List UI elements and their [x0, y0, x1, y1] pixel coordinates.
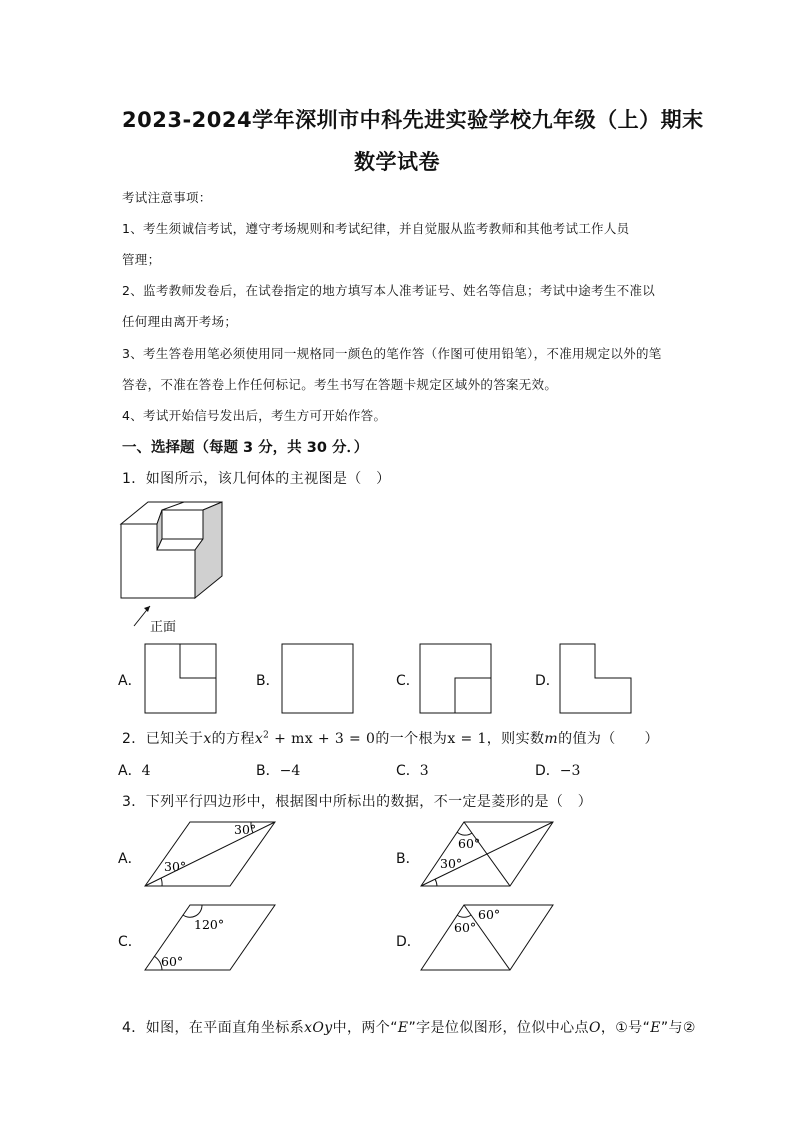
q2-option-b: [256, 760, 300, 780]
q4-text-4: ，①号“: [600, 1020, 651, 1036]
q3-c-angle-bottom: 60°: [161, 954, 184, 969]
q2-option-d-value: −3: [559, 763, 581, 779]
instruction-2a: 2、监考教师发卷后，在试卷指定的地方填写本人准考证号、姓名等信息；考试中途考生不准以: [122, 283, 656, 298]
q3-option-c-figure: [140, 900, 280, 976]
front-arrow-icon: [134, 606, 150, 626]
question-3-stem: 3．下列平行四边形中，根据图中所标出的数据，不一定是菱形的是（ ）: [122, 794, 593, 810]
q2-option-a-value: 4: [141, 763, 151, 779]
instruction-4: 4、考试开始信号发出后，考生方可开始作答。: [122, 408, 387, 423]
q3-d-angle-left: 60°: [454, 920, 477, 935]
question-1-stem: 1．如图所示，该几何体的主视图是（ ）: [122, 471, 391, 487]
q2-option-a: [118, 760, 151, 780]
q2-option-c-label: C．: [396, 763, 420, 779]
section-heading: 一、选择题（每题 3 分，共 30 分．）: [122, 440, 369, 456]
q3-option-d-label: D．: [396, 934, 421, 950]
q2-text-3: 的一个根为: [375, 731, 448, 747]
q3-option-b-figure: [418, 816, 558, 892]
q3-b-angle-top: 60°: [458, 836, 481, 851]
q4-text-1: 4．如图，在平面直角坐标系: [122, 1020, 305, 1036]
question-4-stem: [122, 1017, 696, 1037]
q4-text-3: ”字是位似图形，位似中心点: [408, 1020, 589, 1036]
q2-text-5: 的值为（ ）: [558, 731, 659, 747]
q2-root: x = 1: [447, 731, 487, 747]
q3-option-b-label: B．: [396, 851, 420, 867]
q3-b-angle-bottom: 30°: [440, 856, 463, 871]
q2-option-a-label: A．: [118, 763, 142, 779]
q4-coord: xOy: [304, 1020, 333, 1036]
q2-text-4: ，则实数: [486, 731, 545, 747]
q2-text-2: 的方程: [211, 731, 255, 747]
q3-d-angle-right: 60°: [478, 907, 501, 922]
q3-option-c-label: C．: [118, 934, 142, 950]
q2-text-1: 2．已知关于: [122, 731, 204, 747]
q2-var-m: m: [544, 731, 559, 747]
q2-eq-x: x: [254, 731, 264, 747]
q1-option-c-label: C．: [396, 673, 420, 689]
q1-option-a-figure: [144, 643, 218, 715]
instruction-1a: 1、考生须诚信考试，遵守考场规则和考试纪律，并自觉服从监考教师和其他考试工作人员: [122, 221, 630, 236]
q3-a-angle-bottom: 30°: [164, 859, 187, 874]
front-label: 正面: [150, 620, 177, 635]
q3-option-a-figure: [140, 816, 280, 892]
q4-e2: E: [650, 1020, 661, 1036]
instruction-3a: 3、考生答卷用笔必须使用同一规格同一颜色的笔作答（作图可使用铅笔），不准用规定以外的笔: [122, 346, 662, 361]
q2-eq-sup: 2: [263, 730, 270, 741]
q1-option-b-figure: [281, 643, 355, 715]
q3-c-angle-top: 120°: [194, 917, 225, 932]
q1-option-c-figure: [419, 643, 493, 715]
q1-option-d-label: D．: [535, 673, 560, 689]
q1-option-b-label: B．: [256, 673, 280, 689]
instructions-heading: 考试注意事项：: [122, 190, 212, 205]
page-subtitle: 数学试卷: [354, 150, 440, 174]
question-2-stem: [122, 728, 659, 748]
q3-option-a-label: A．: [118, 851, 142, 867]
q4-text-2: 中，两个“: [332, 1020, 398, 1036]
instruction-1b: 管理；: [122, 252, 161, 267]
q4-e1: E: [397, 1020, 409, 1036]
q1-option-a-label: A．: [118, 673, 142, 689]
instruction-2b: 任何理由离开考场；: [122, 314, 238, 329]
q2-option-b-value: −4: [279, 763, 301, 779]
q4-text-5: ”与②: [660, 1020, 696, 1036]
q2-var-x: x: [203, 731, 212, 747]
q2-option-c-value: 3: [419, 763, 429, 779]
page-title: 2023-2024学年深圳市中科先进实验学校九年级（上）期末: [122, 108, 704, 132]
q2-option-c: [396, 760, 429, 780]
solid-figure: [110, 494, 250, 634]
instruction-3b: 答卷，不准在答卷上作任何标记。考生书写在答题卡规定区域外的答案无效。: [122, 377, 558, 392]
q3-a-angle-top: 30°: [234, 822, 257, 837]
q2-option-b-label: B．: [256, 763, 280, 779]
q2-eq-rest: + mx + 3 = 0: [269, 731, 376, 747]
q4-o: O: [588, 1020, 601, 1036]
q3-option-d-figure: [418, 900, 558, 976]
q1-option-d-figure: [559, 643, 633, 715]
q2-option-d-label: D．: [535, 763, 560, 779]
q2-option-d: [535, 760, 580, 780]
